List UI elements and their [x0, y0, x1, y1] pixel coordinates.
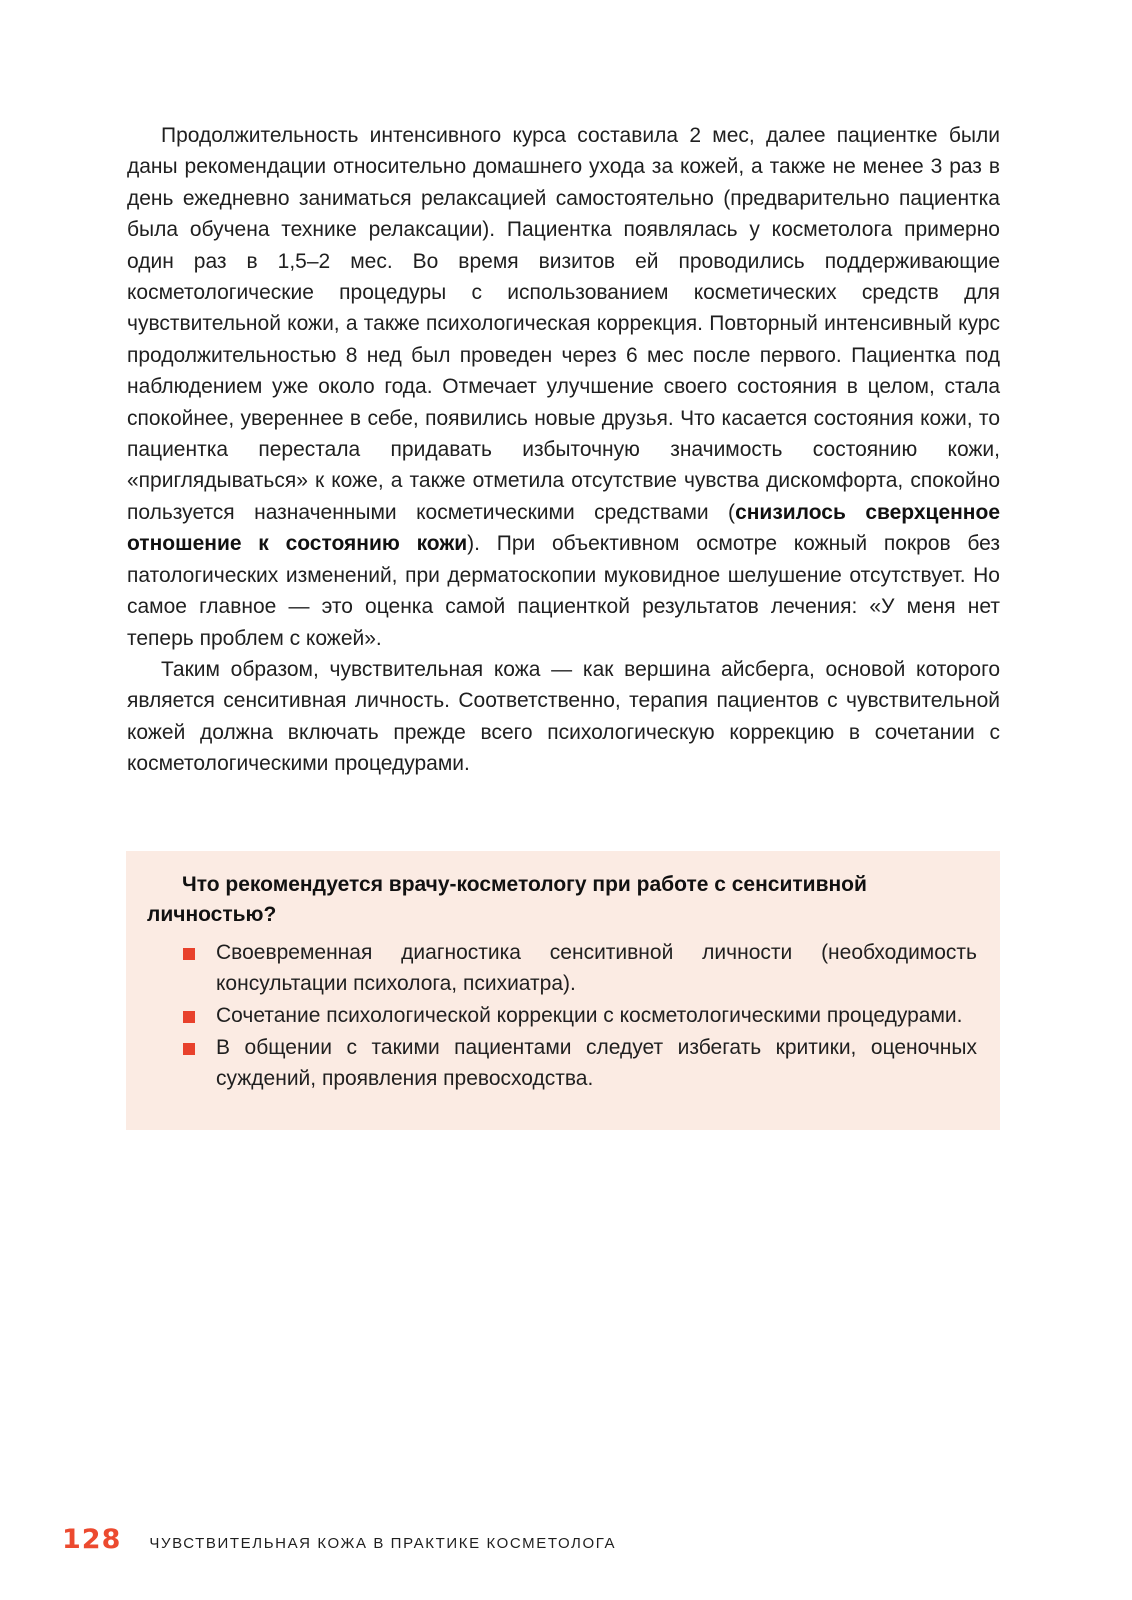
paragraph-1-text-b: ). При объективном осмотре кожный покров без патологических изменений, при дерматоскопии муковидное шелушение отсутствует. Но самое главное — это оценка самой пациенткой результатов лечения: «У меня нет теперь проблем с кожей». [127, 532, 1000, 650]
square-bullet-icon [183, 1011, 195, 1023]
recommendation-item-text: В общении с такими пациентами следует избегать критики, оценочных суждений, проявления превосходства. [216, 1036, 977, 1090]
paragraph-1 [127, 120, 1000, 654]
recommendation-item [147, 1032, 977, 1094]
recommendation-item-text: Своевременная диагностика сенситивной личности (необходимость консультации психолога, психиатра). [216, 941, 977, 995]
paragraph-2: Таким образом, чувствительная кожа — как вершина айсберга, основой которого является сенситивная личность. Соответственно, терапия пациентов с чувствительной кожей должна включать прежде всего психологическую коррекцию в сочетании с косметологическими процедурами. [127, 657, 1000, 776]
page-footer [62, 1524, 616, 1564]
paragraph-1-text-a: Продолжительность интенсивного курса составила 2 мес, далее пациентке были даны рекомендации относительно домашнего ухода за кожей, а также не менее 3 раз в день ежедневно заниматься релаксацией самостоятельно (предварительно пациентка была обучена технике релаксации). Пациентка появлялась у косметолога примерно один раз в 1,5–2 мес. Во время визитов ей проводились поддерживающие косметологические процедуры с использованием косметических средств для чувствительной кожи, а также психологическая коррекция. Повторный интенсивный курс продолжительностью 8 нед был проведен через 6 мес после первого. Пациентка под наблюдением уже около года. Отмечает улучшение своего состояния в целом, стала спокойнее, увереннее в себе, появились новые друзья. Что касается состояния кожи, то пациентка перестала придавать избыточную значимость состоянию кожи, «приглядываться» к коже, а также отметила отсутствие чувства дискомфорта, спокойно пользуется назначенными косметическими средствами ( [127, 124, 1000, 524]
recommendation-item-text: Сочетание психологической коррекции с косметологическими процедурами. [216, 1004, 963, 1027]
recommendation-list [147, 937, 977, 1094]
square-bullet-icon [183, 948, 195, 960]
recommendation-title: Что рекомендуется врачу-косметологу при работе с сенситивной личностью? [147, 873, 867, 926]
recommendation-box [126, 851, 1000, 1130]
running-title: ЧУВСТВИТЕЛЬНАЯ КОЖА В ПРАКТИКЕ КОСМЕТОЛОГА [149, 1535, 617, 1552]
recommendation-item [147, 1000, 977, 1031]
page-number: 128 [62, 1524, 122, 1555]
recommendation-item [147, 937, 977, 999]
paragraph-1-bold-emphasis: снизилось сверхценное отношение к состоянию кожи [127, 500, 1000, 556]
main-text [127, 120, 1000, 780]
square-bullet-icon [183, 1043, 195, 1055]
